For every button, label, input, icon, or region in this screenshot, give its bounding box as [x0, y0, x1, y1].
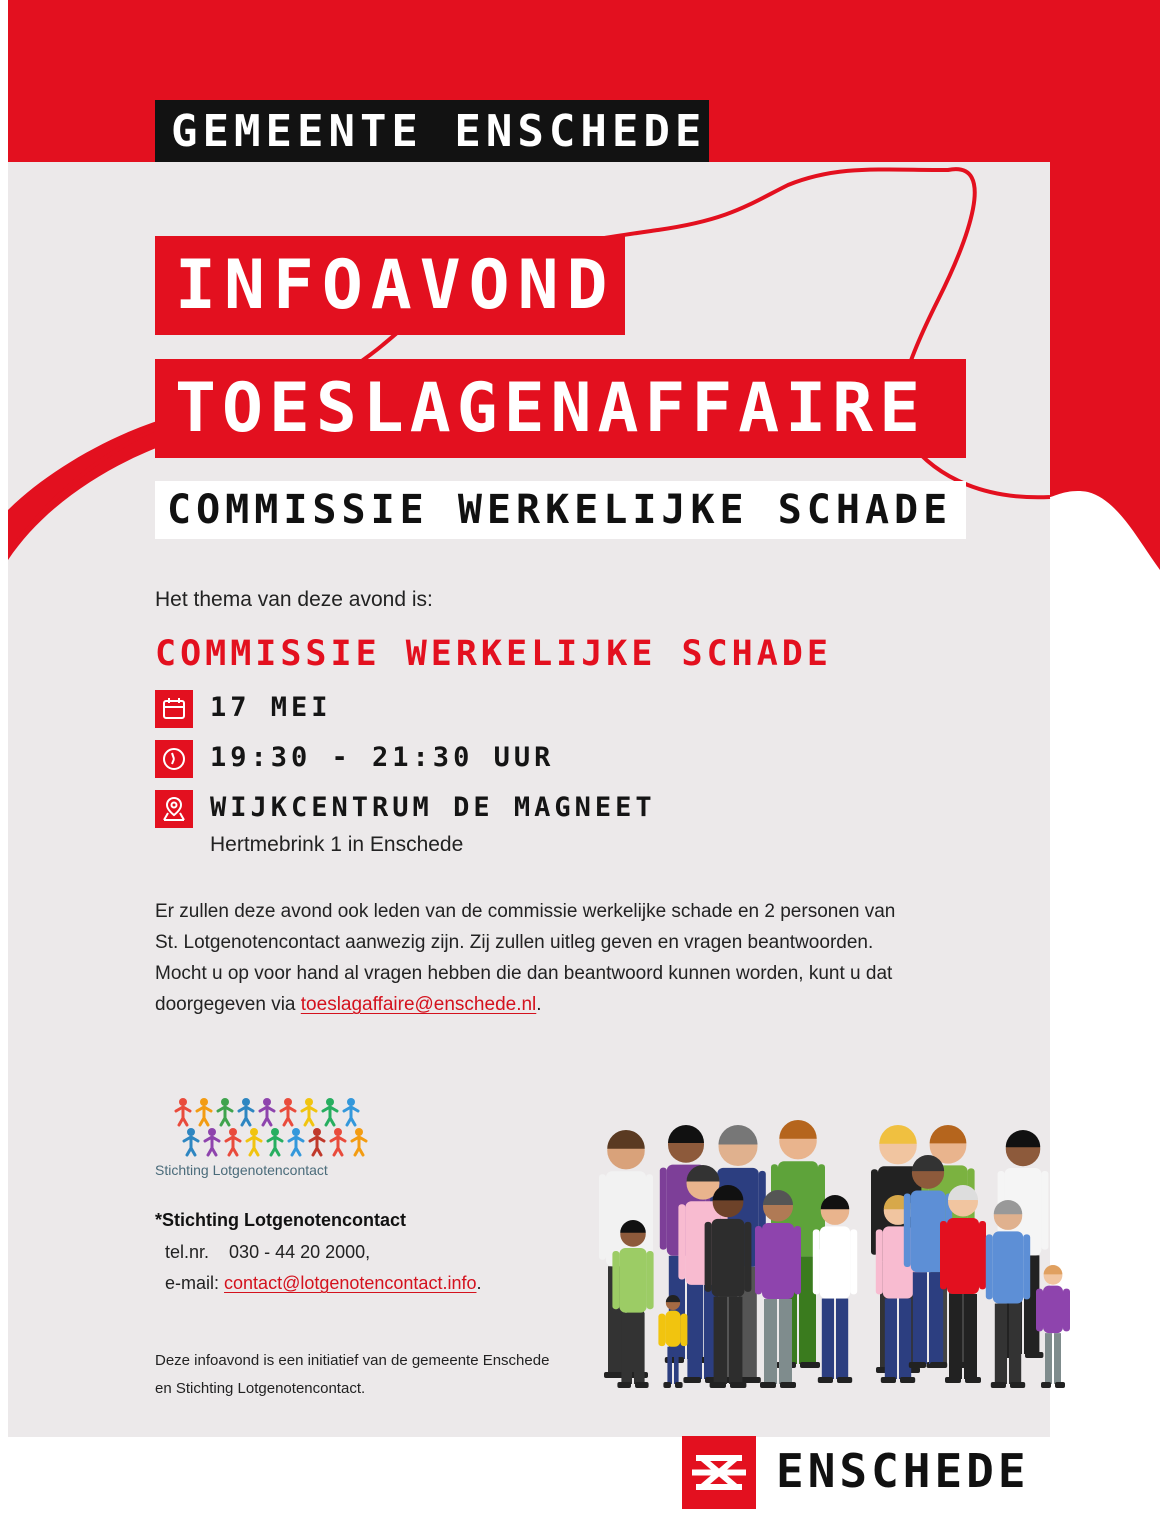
partner-phone-row: [165, 1242, 370, 1263]
logo-figure: [239, 1098, 253, 1125]
person-figure: [1036, 1265, 1070, 1388]
partner-email-link[interactable]: contact@lotgenotencontact.info: [224, 1273, 477, 1293]
partner-email-row: [165, 1273, 482, 1294]
enschede-logo-icon: [682, 1436, 756, 1509]
theme-title: COMMISSIE WERKELIJKE SCHADE: [155, 634, 832, 674]
logo-figure: [323, 1098, 337, 1125]
people-group-illustration: [598, 1110, 1078, 1395]
logo-figure: [218, 1098, 232, 1125]
description-line: [155, 989, 915, 1020]
event-time: 19:30 - 21:30 UUR: [210, 742, 555, 773]
logo-figure: [352, 1128, 366, 1155]
event-address: Hertmebrink 1 in Enschede: [210, 833, 464, 856]
title-line-2: TOESLAGENAFFAIRE: [155, 359, 966, 458]
logo-figure: [268, 1128, 282, 1155]
partner-logo-text: Stichting Lotgenotencontact: [155, 1162, 328, 1178]
logo-figure: [176, 1098, 190, 1125]
partner-email-period: .: [476, 1273, 482, 1293]
logo-figure: [331, 1128, 345, 1155]
calendar-icon: [155, 690, 193, 728]
partner-logo: [155, 1088, 385, 1188]
municipality-label: GEMEENTE ENSCHEDE: [155, 100, 709, 162]
description-line: St. Lotgenotencontact aanwezig zijn. Zij zullen uitleg geven en vragen beantwoorden.: [155, 932, 874, 953]
people-circle-logo-icon: [155, 1088, 385, 1158]
logo-figure: [344, 1098, 358, 1125]
event-location: WIJKCENTRUM DE MAGNEET: [210, 792, 656, 823]
event-date: 17 MEI: [210, 692, 332, 723]
logo-figure: [184, 1128, 198, 1155]
logo-figure: [205, 1128, 219, 1155]
enschede-brand-text: ENSCHEDE: [776, 1444, 1030, 1498]
description-text: doorgegeven via: [155, 994, 301, 1015]
logo-figure: [260, 1098, 274, 1125]
title-line-1: INFOAVOND: [155, 236, 625, 335]
left-red-corner: [8, 415, 178, 560]
phone-label: tel.nr.: [165, 1242, 210, 1262]
initiative-line: Deze infoavond is een initiatief van de gemeente Enschede: [155, 1352, 550, 1369]
clock-icon: [155, 740, 193, 778]
logo-figure: [247, 1128, 261, 1155]
description: [155, 896, 915, 1020]
logo-figure: [226, 1128, 240, 1155]
logo-figure: [197, 1098, 211, 1125]
logo-figure: [281, 1098, 295, 1125]
theme-intro: Het thema van deze avond is:: [155, 588, 433, 611]
description-line: Mocht u op voor hand al vragen hebben die dan beantwoord kunnen worden, kunt u dat: [155, 963, 893, 984]
initiative-note: [155, 1347, 549, 1403]
description-period: .: [536, 994, 542, 1015]
description-line: Er zullen deze avond ook leden van de commissie werkelijke schade en 2 personen van: [155, 901, 896, 922]
phone-number: 030 - 44 20 2000,: [229, 1242, 371, 1262]
email-link[interactable]: toeslagaffaire@enschede.nl: [300, 994, 537, 1015]
map-pin-icon: [155, 790, 193, 828]
email-label: e-mail:: [165, 1273, 220, 1293]
logo-figure: [310, 1128, 324, 1155]
partner-name: *Stichting Lotgenotencontact: [155, 1210, 406, 1230]
poster: [8, 0, 1160, 1509]
logo-figure: [289, 1128, 303, 1155]
logo-figure: [302, 1098, 316, 1125]
subtitle: COMMISSIE WERKELIJKE SCHADE: [155, 481, 966, 539]
initiative-line: en Stichting Lotgenotencontact.: [155, 1380, 366, 1397]
